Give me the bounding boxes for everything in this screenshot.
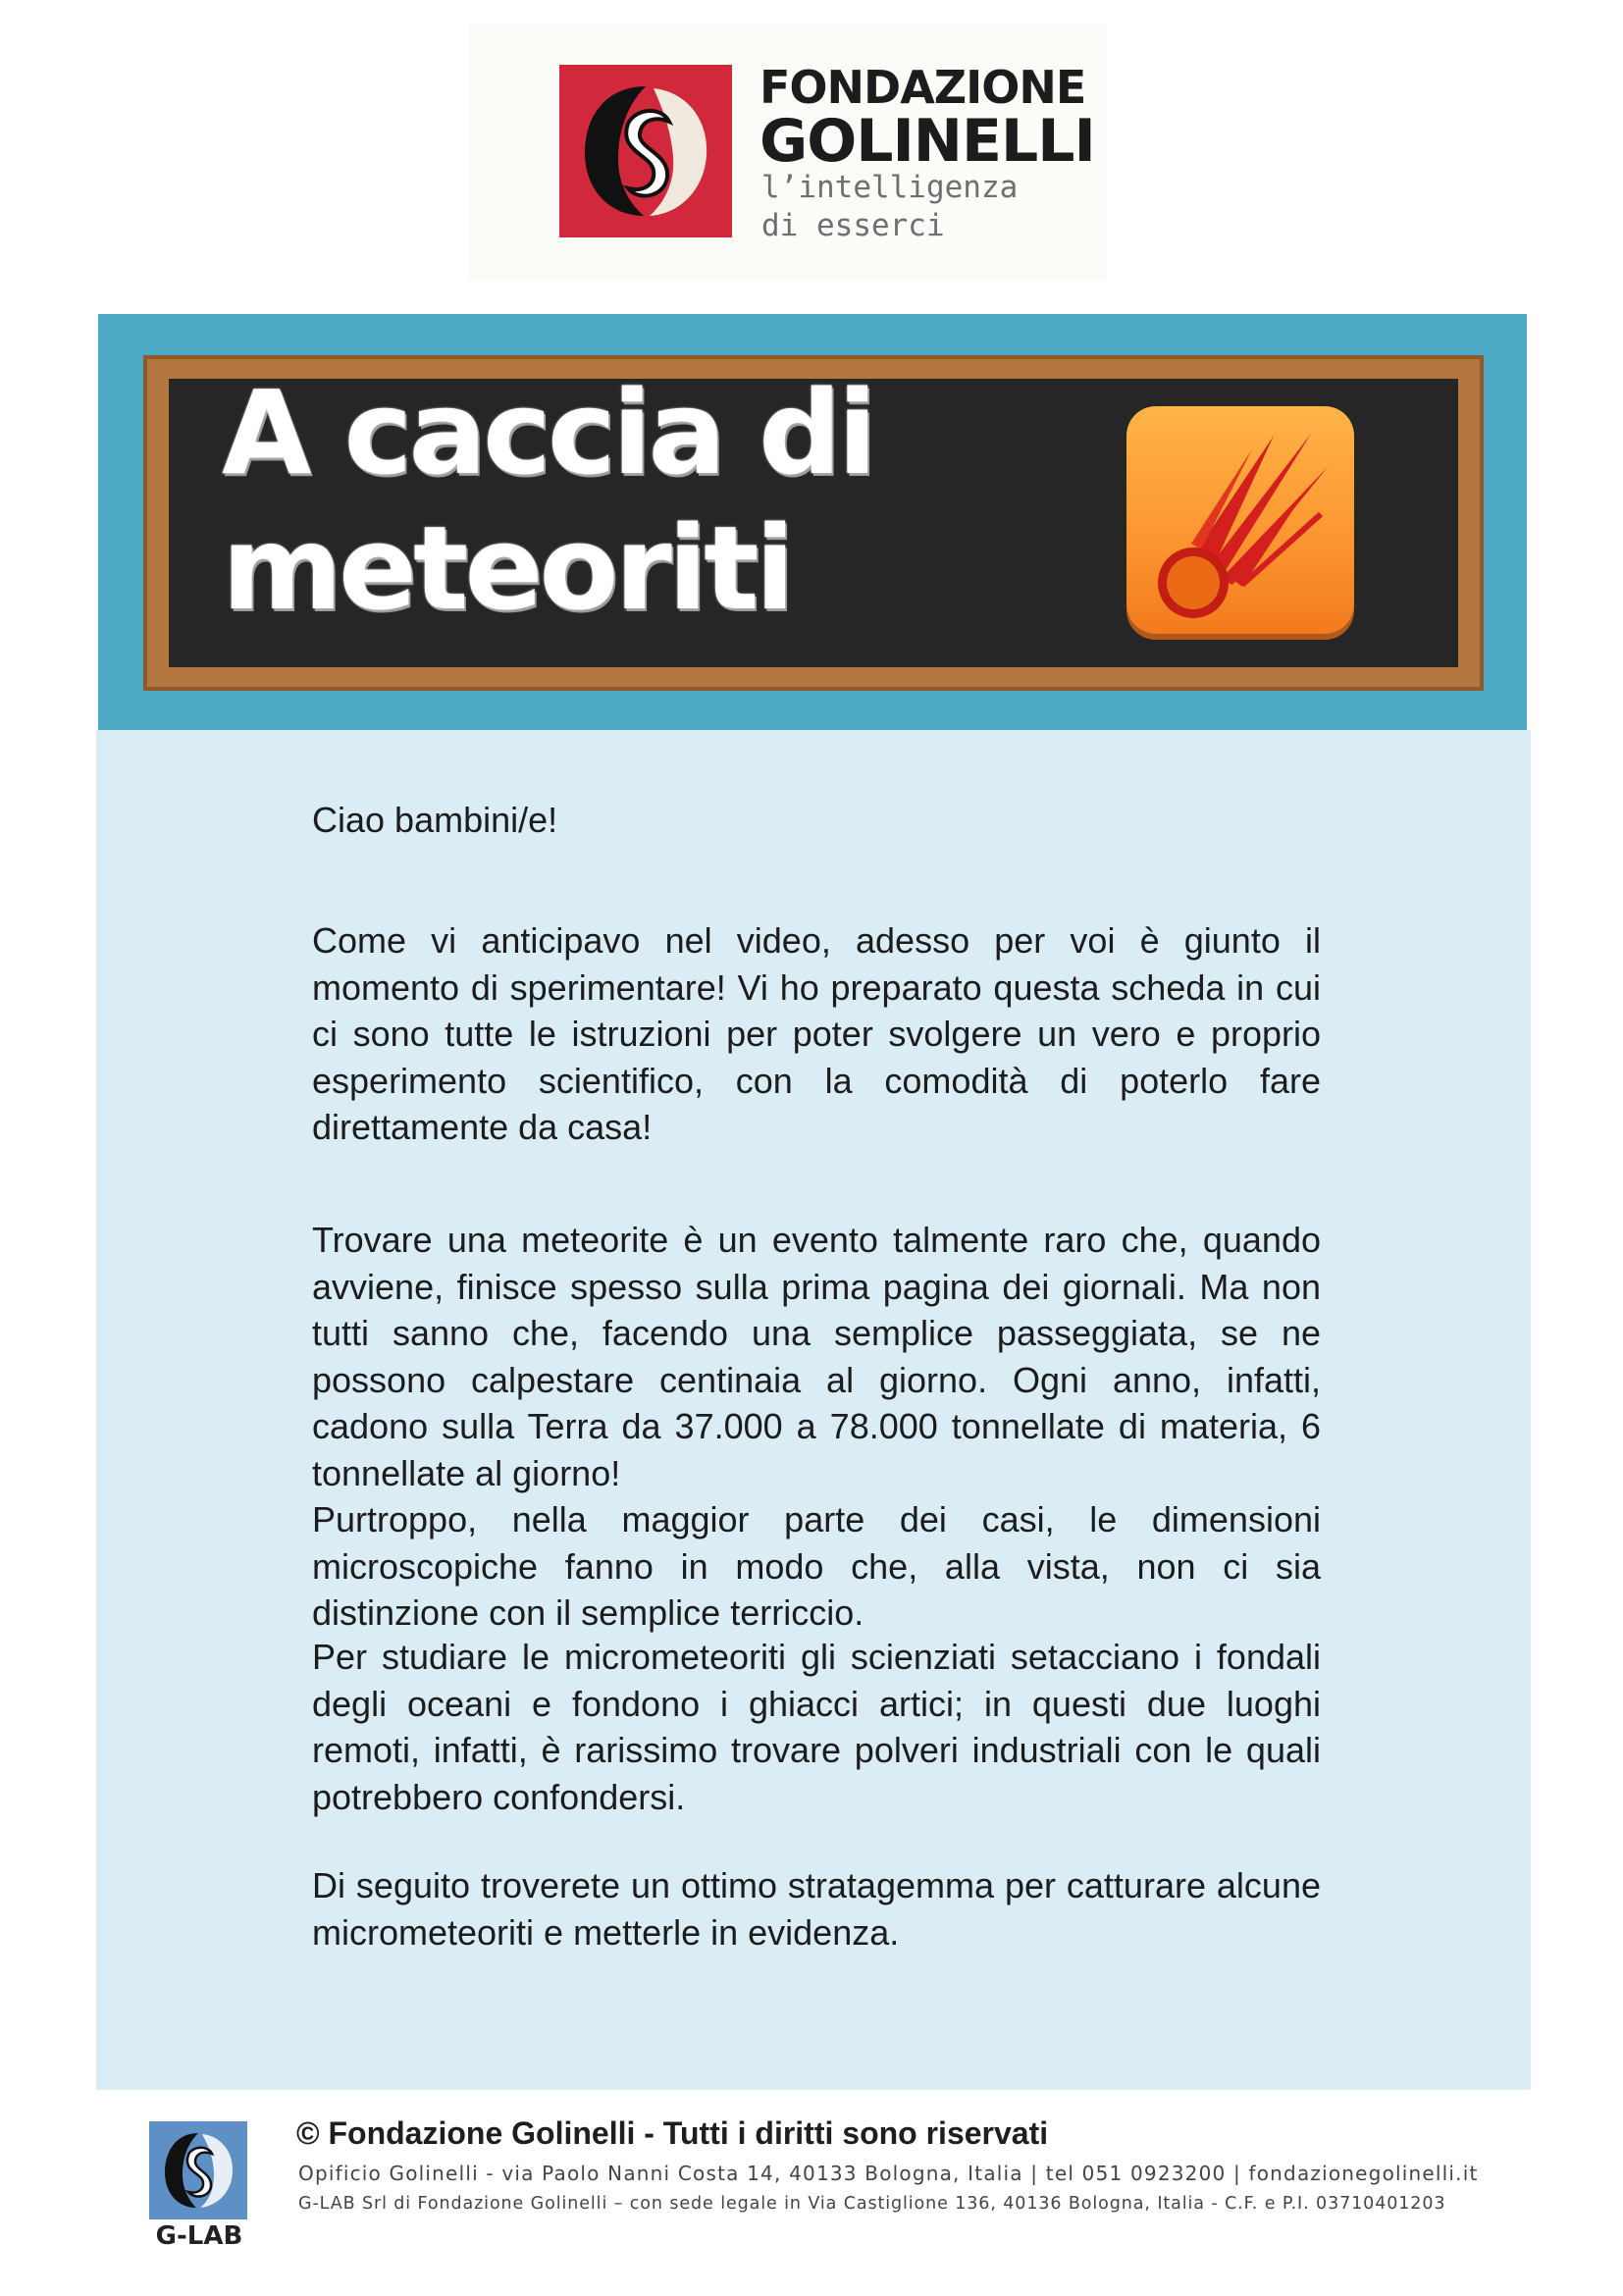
title-line1: A caccia di xyxy=(222,365,873,500)
fondazione-golinelli-logo-icon xyxy=(559,65,732,237)
logo-tagline xyxy=(761,169,1018,245)
tagline-line2: di esserci xyxy=(761,208,945,243)
paragraph: Di seguito troverete un ottimo stratagemma per catturare alcune micrometeoriti e metterle in evidenza. xyxy=(312,1865,1321,1953)
title-line2: meteoriti xyxy=(222,500,791,636)
greeting: Ciao bambini/e! xyxy=(312,800,558,840)
paragraph: Purtroppo, nella maggior parte dei casi, le dimensioni microscopiche fanno in modo che, alla vista, non ci sia distinzione con il semplice terriccio. xyxy=(312,1499,1321,1633)
logo-wordmark xyxy=(759,61,1095,176)
glab-logo-icon xyxy=(149,2121,247,2219)
logo-line2: GOLINELLI xyxy=(759,107,1095,176)
meteor-icon xyxy=(1126,406,1354,634)
tagline-line1: l’intelligenza xyxy=(761,170,1019,205)
page-title xyxy=(222,365,968,636)
copyright-text: © Fondazione Golinelli - Tutti i diritti sono riservati xyxy=(296,2115,1049,2151)
legal-text: G-LAB Srl di Fondazione Golinelli – con sede legale in Via Castiglione 136, 40136 Bologna, Italia - C.F. e P.I. 03710401203 xyxy=(298,2194,1446,2214)
paragraph: Trovare una meteorite è un evento talmente raro che, quando avviene, finisce spesso sulla prima pagina dei giornali. Ma non tutti sanno che, facendo una semplice passeggiata, se ne possono calpestare centinaia al giorno. Ogni anno, infatti, cadono sulla Terra da 37.000 a 78.000 tonnellate di materia, 6 tonnellate al giorno! xyxy=(312,1220,1321,1493)
glab-label: G-LAB xyxy=(155,2221,243,2251)
logo-line1: FONDAZIONE xyxy=(759,61,1086,114)
address-text: Opificio Golinelli - via Paolo Nanni Costa 14, 40133 Bologna, Italia | tel 051 0923200 | fondazionegolinelli.it xyxy=(298,2162,1479,2185)
paragraph: Come vi anticipavo nel video, adesso per voi è giunto il momento di sperimentare! Vi ho preparato questa scheda in cui ci sono tutte le istruzioni per poter svolgere un vero e proprio esperimento scientifico, con la comodità di poterlo fare direttamente da casa! xyxy=(312,920,1321,1147)
paragraph: Per studiare le micrometeoriti gli scienziati setacciano i fondali degli oceani e fondono i ghiacci artici; in questi due luoghi remoti, infatti, è rarissimo trovare polveri industriali con le quali potrebbero confondersi. xyxy=(312,1637,1321,1817)
